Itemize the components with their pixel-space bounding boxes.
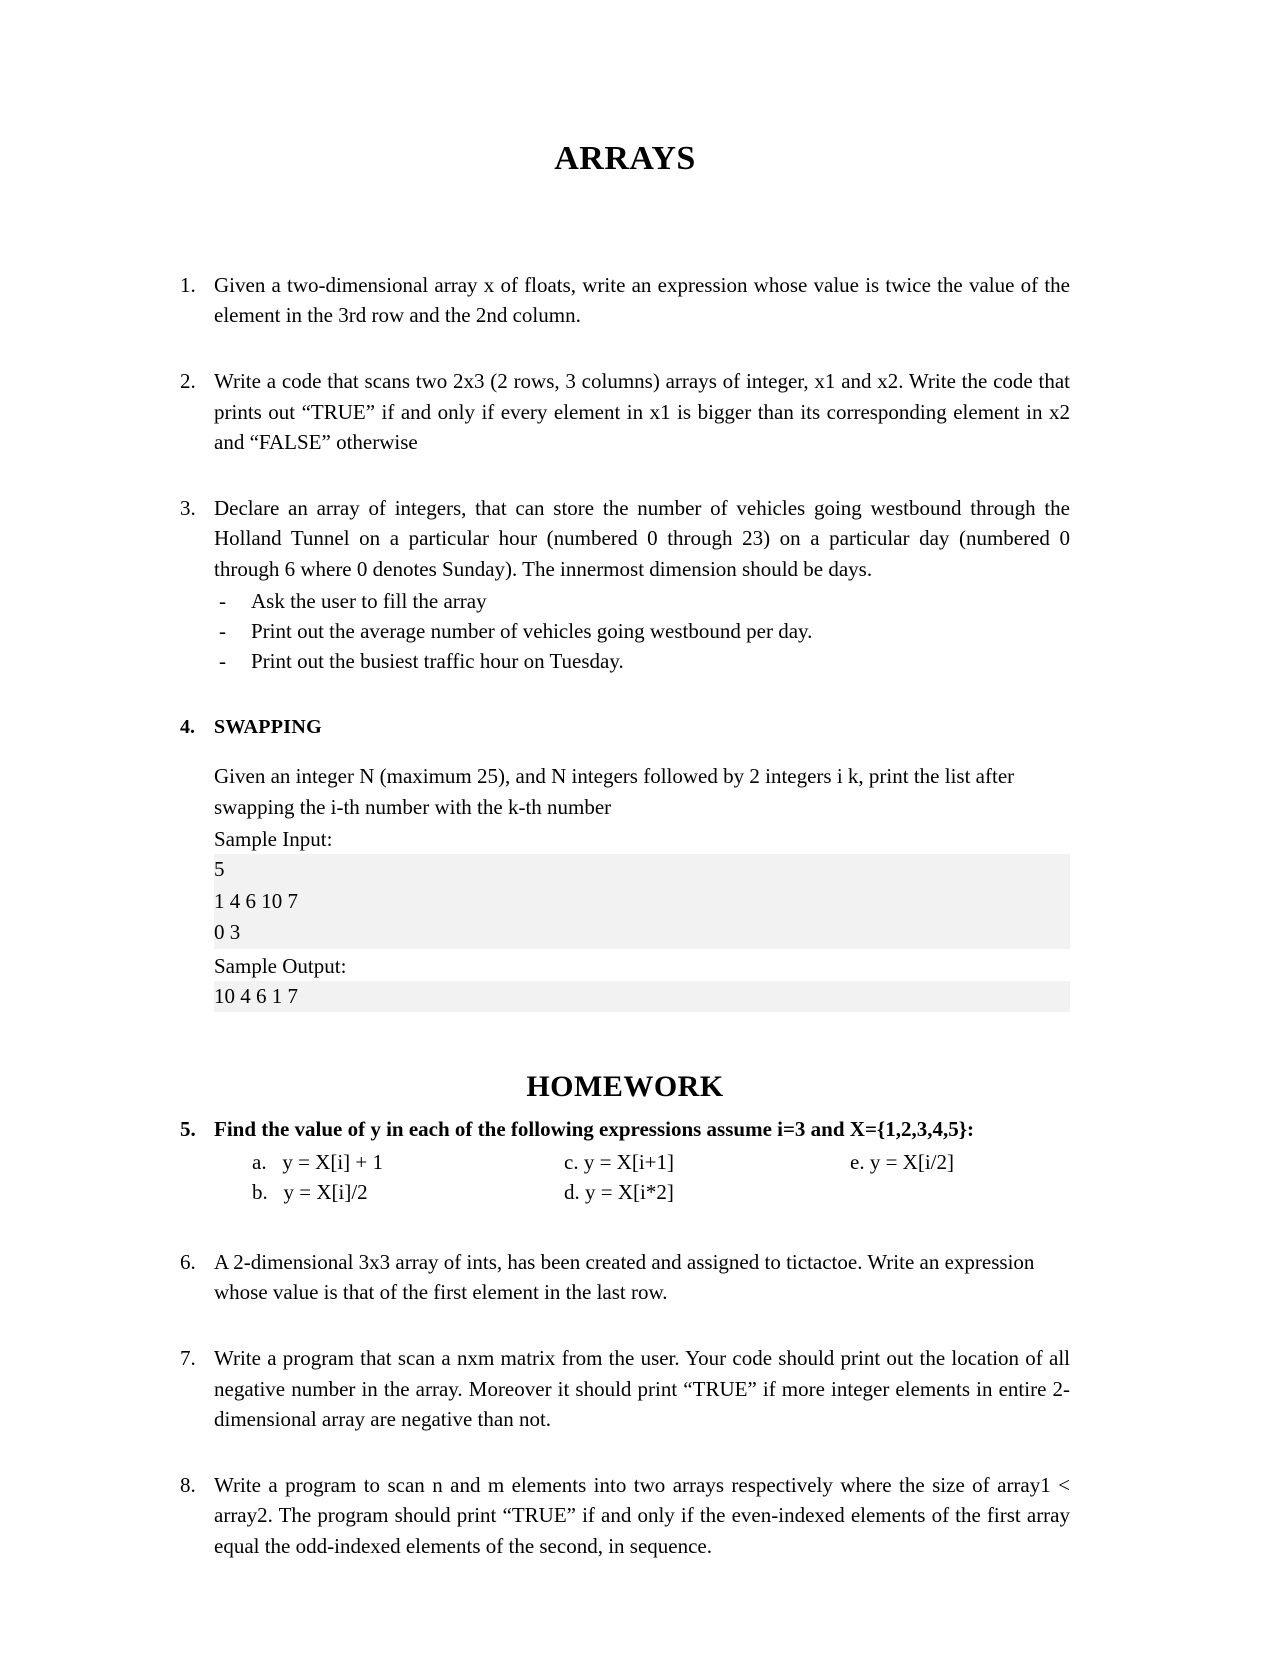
question-number: 8. <box>180 1473 196 1498</box>
sample-input-line: 0 3 <box>214 920 241 945</box>
page-title: ARRAYS <box>554 140 696 177</box>
question-text: Declare an array of integers, that can store the number of vehicles going westbound through the Holland Tunnel on a particular hour (numbered 0 through 23) on a particular day (numbered 0 through 6 where 0 denotes Sunday). The innermost dimension should be days. <box>214 496 1070 581</box>
question-number: 2. <box>180 369 196 394</box>
expression-grid <box>252 1147 1070 1207</box>
question-number: 1. <box>180 273 196 297</box>
bullet-item <box>214 646 1070 676</box>
question-number: 6. <box>180 1250 196 1275</box>
expression-c: c. y = X[i+1] <box>564 1149 674 1174</box>
bullet-item <box>214 586 1070 616</box>
bullet-dash: - <box>219 588 226 613</box>
question-item-4 <box>180 713 1070 1013</box>
question-item-8 <box>180 1470 1070 1561</box>
sample-input-line: 5 <box>214 857 225 882</box>
expression-a: a. y = X[i] + 1 <box>252 1149 383 1174</box>
bullet-dash: - <box>219 649 226 674</box>
question-item-6 <box>180 1247 1070 1307</box>
question-text: A 2-dimensional 3x3 array of ints, has been created and assigned to tictactoe. Write an expression whose value is that of the first element in the last row. <box>214 1250 1035 1305</box>
expression-d: d. y = X[i*2] <box>564 1179 674 1204</box>
sample-output-block <box>214 981 1070 1013</box>
question-item-5 <box>180 1114 1070 1207</box>
question-number: 5. <box>180 1117 196 1142</box>
bullet-item <box>214 616 1070 646</box>
homework-title: HOMEWORK <box>526 1070 724 1104</box>
question-text: Given a two-dimensional array x of floats, write an expression whose value is twice the value of the element in the 3rd row and the 2nd column. <box>214 273 1070 328</box>
bullet-list <box>214 586 1070 677</box>
sample-output-line: 10 4 6 1 7 <box>214 983 298 1008</box>
question-text: Write a program to scan n and m elements into two arrays respectively where the size of array1 < array2. The program should print “TRUE” if and only if the even-indexed elements of the first array equal the odd-indexed elements of the second, in sequence. <box>214 1473 1070 1558</box>
question-item-1 <box>180 270 1070 330</box>
expression-b: b. y = X[i]/2 <box>252 1179 368 1204</box>
bullet-text: Print out the busiest traffic hour on Tuesday. <box>251 649 624 674</box>
sample-input-label: Sample Input: <box>214 826 333 851</box>
question-number: 4. <box>180 715 195 738</box>
question-number: 7. <box>180 1346 196 1371</box>
question-text: Find the value of y in each of the following expressions assume i=3 and X={1,2,3,4,5}: <box>214 1117 974 1142</box>
question-item-7 <box>180 1343 1070 1434</box>
question-text: Write a program that scan a nxm matrix from the user. Your code should print out the location of all negative number in the array. Moreover it should print “TRUE” if more integer elements in entire 2-dimensional array are negative than not. <box>214 1346 1070 1431</box>
question-text: Write a code that scans two 2x3 (2 rows, 3 columns) arrays of integer, x1 and x2. Write the code that prints out “TRUE” if and only if every element in x1 is bigger than its corresponding element in x2 and “FALSE” otherwise <box>214 369 1070 454</box>
sample-output-label: Sample Output: <box>214 953 347 978</box>
sample-input-line: 1 4 6 10 7 <box>214 888 298 913</box>
bullet-text: Print out the average number of vehicles going westbound per day. <box>251 619 813 644</box>
question-text: Given an integer N (maximum 25), and N integers followed by 2 integers i k, print the list after swapping the i-th number with the k-th number <box>214 764 1015 819</box>
question-number: 3. <box>180 496 196 521</box>
question-item-2 <box>180 366 1070 457</box>
bullet-dash: - <box>219 619 226 644</box>
swapping-heading: SWAPPING <box>214 715 322 738</box>
expression-e: e. y = X[i/2] <box>850 1149 954 1174</box>
bullet-text: Ask the user to fill the array <box>251 588 487 613</box>
sample-input-block <box>214 854 1070 949</box>
question-item-3 <box>180 493 1070 676</box>
